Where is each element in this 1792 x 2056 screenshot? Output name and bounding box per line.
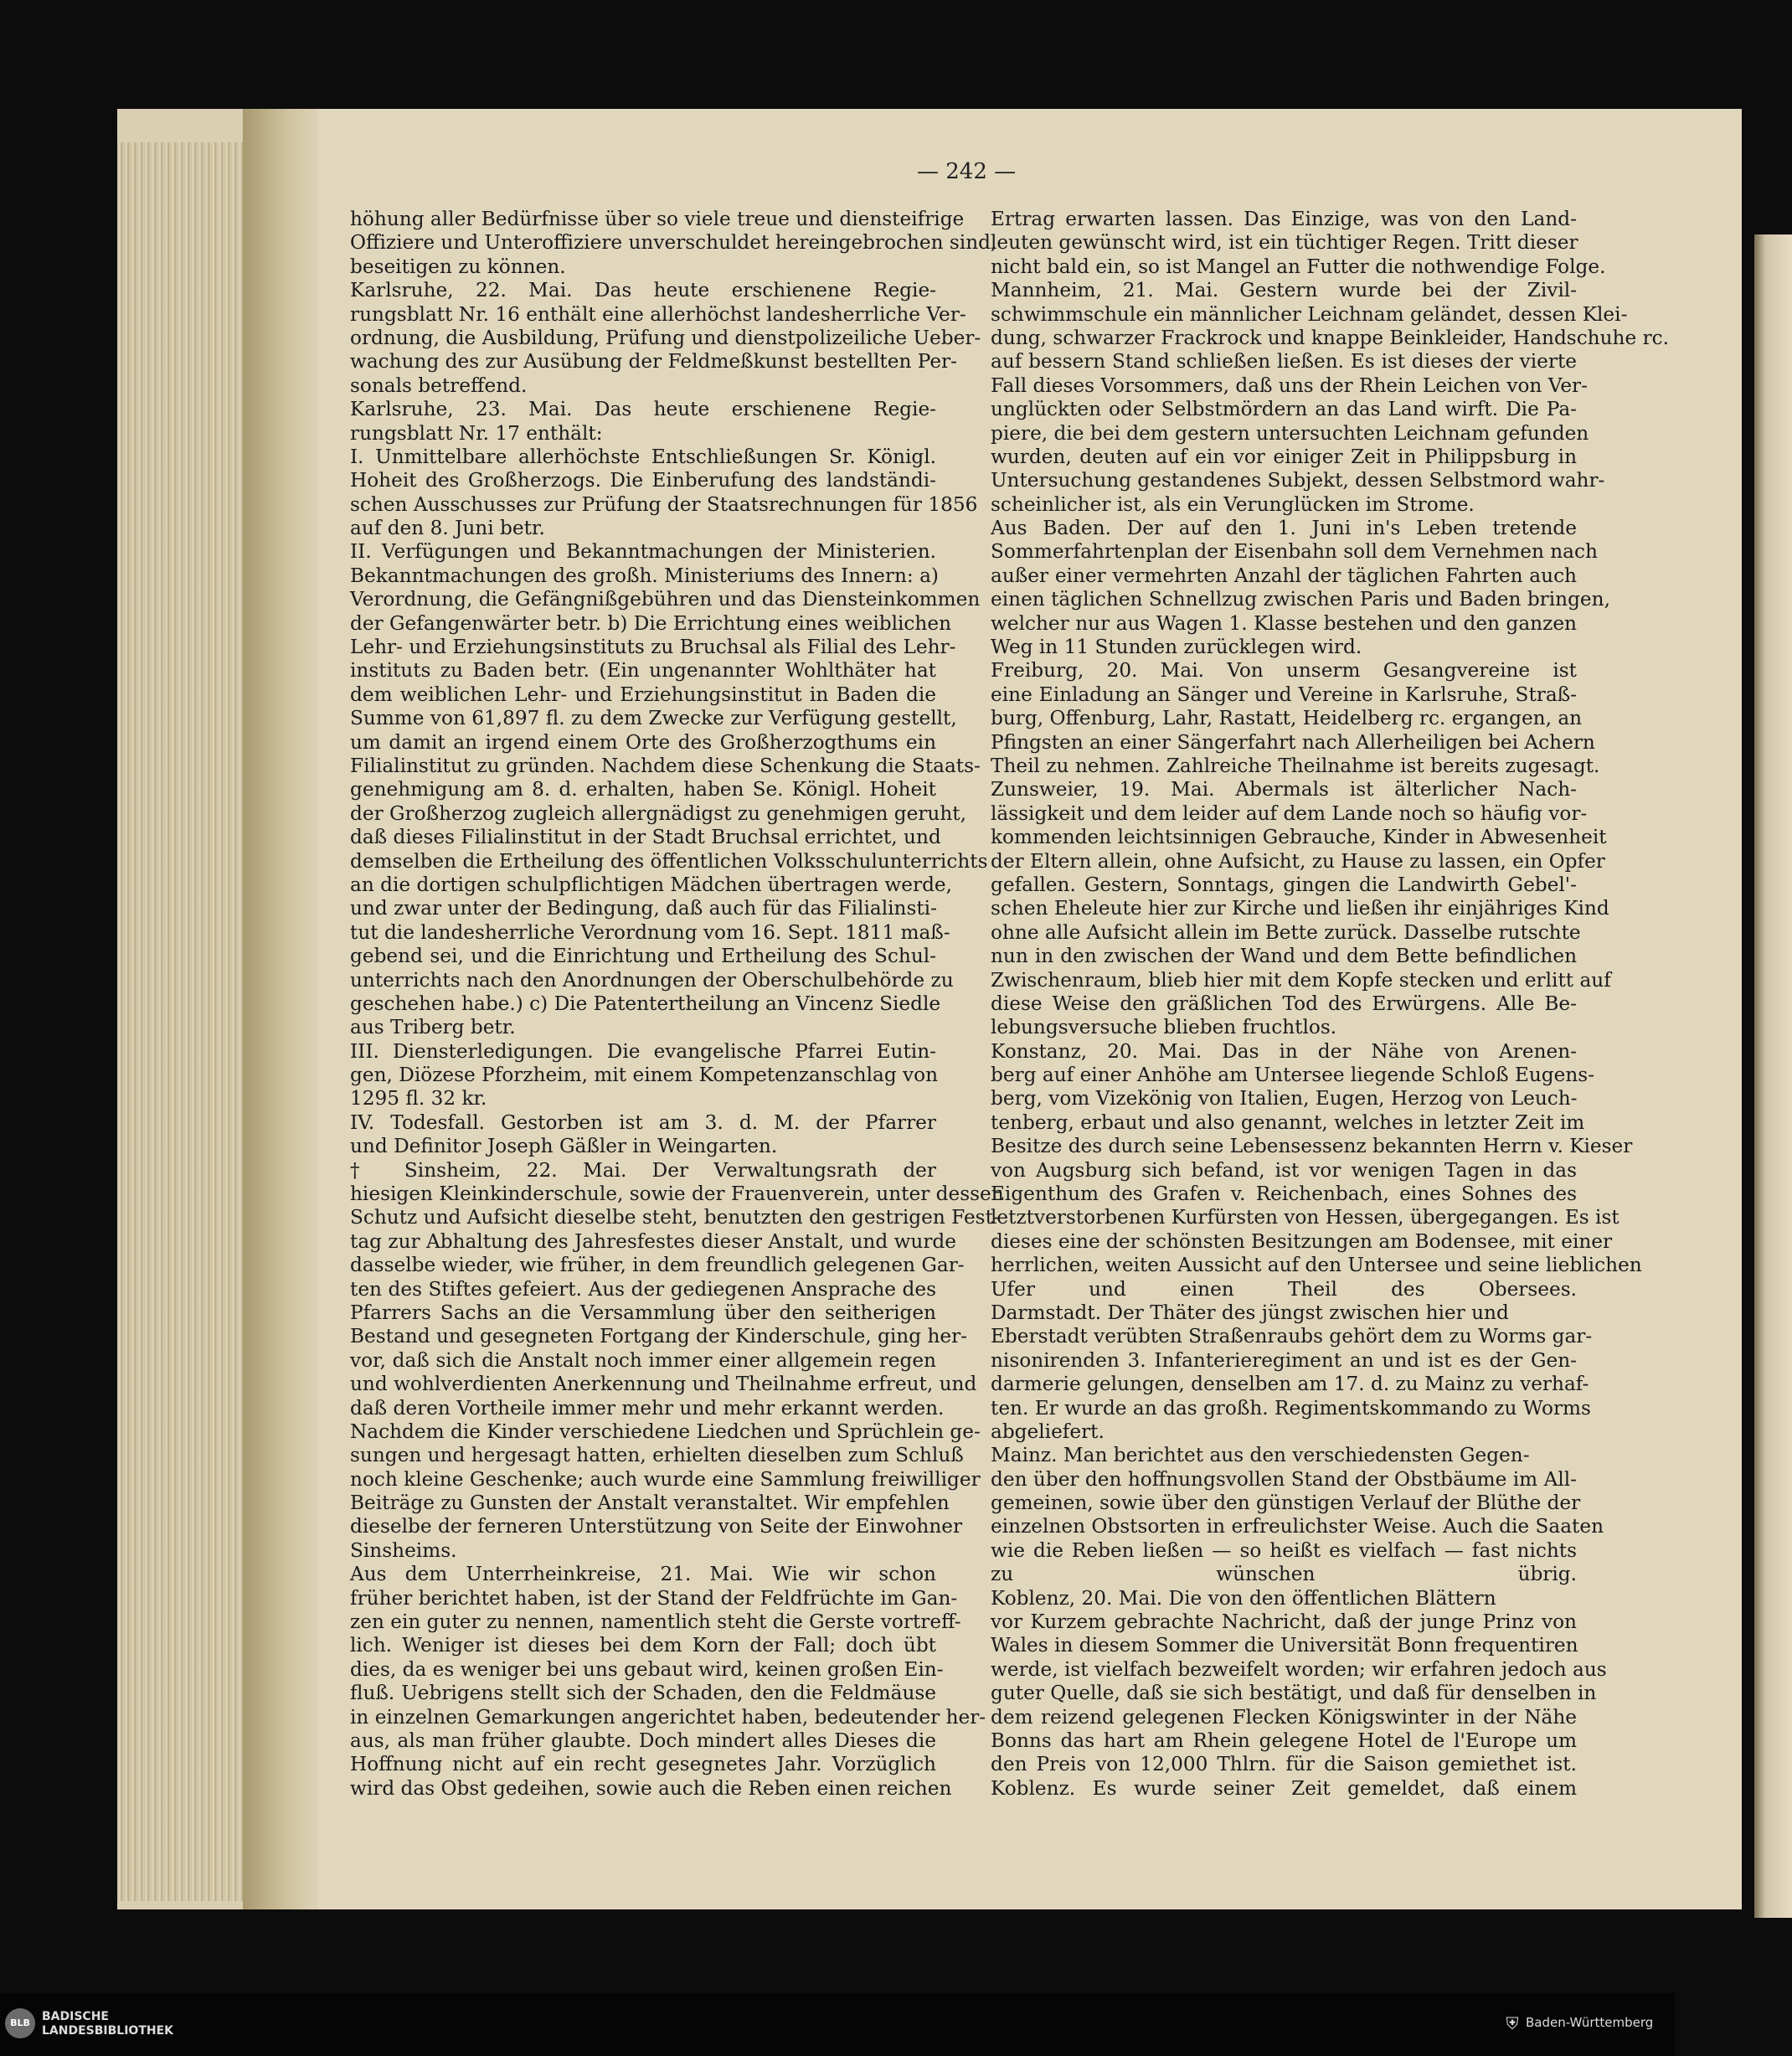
- text-line: auf den 8. Juni betr.: [350, 517, 545, 540]
- text-line: gen, Diözese Pforzheim, mit einem Kompetenzanschlag von: [350, 1064, 939, 1087]
- text-line: dasselbe wieder, wie früher, in dem freundlich gelegenen Gar-: [350, 1254, 965, 1277]
- text-line: sungen und hergesagt hatten, erhielten dieselben zum Schluß: [350, 1444, 964, 1467]
- text-line: nun in den zwischen der Wand und dem Bette befindlichen: [991, 945, 1577, 968]
- text-line: wurden, deuten auf ein vor einiger Zeit in Philippsburg in: [991, 445, 1577, 468]
- text-line: abgeliefert.: [991, 1420, 1105, 1443]
- text-line: den über den hoffnungsvollen Stand der Obstbäume im All-: [991, 1467, 1577, 1491]
- library-name-line2: LANDESBIBLIOTHEK: [42, 2024, 174, 2038]
- text-line: der Eltern allein, ohne Aufsicht, zu Hause zu lassen, ein Opfer: [991, 849, 1605, 873]
- text-line: den Preis von 12,000 Thlrn. für die Saison gemiethet ist.: [991, 1753, 1577, 1776]
- text-line: Summe von 61,897 fl. zu dem Zwecke zur Verfügung gestellt,: [350, 707, 957, 730]
- text-line: dieselbe der ferneren Unterstützung von Seite der Einwohner: [350, 1515, 963, 1538]
- text-line: früher berichtet haben, ist der Stand der Feldfrüchte im Gan-: [350, 1586, 958, 1610]
- text-line: Schutz und Aufsicht dieselbe steht, benutzten den gestrigen Fest-: [350, 1206, 1000, 1229]
- text-line: Zwischenraum, blieb hier mit dem Kopfe stecken und erlitt auf: [991, 968, 1611, 992]
- text-line: aus Triberg betr.: [350, 1016, 516, 1039]
- text-line: Ufer und einen Theil des Obersees.: [991, 1277, 1577, 1301]
- text-line: kommenden leichtsinnigen Gebrauche, Kinder in Abwesenheit: [991, 826, 1607, 849]
- text-line: zu wünschen übrig.: [991, 1563, 1577, 1586]
- text-line: dies, da es weniger bei uns gebaut wird, keinen großen Ein-: [350, 1657, 944, 1681]
- library-name: [42, 2010, 173, 2038]
- text-line: Aus dem Unterrheinkreise, 21. Mai. Wie wir schon: [350, 1563, 936, 1586]
- text-line: diese Weise den gräßlichen Tod des Erwürgens. Alle Be-: [991, 992, 1577, 1015]
- library-name-line1: BADISCHE: [42, 2010, 109, 2023]
- text-line: Fall dieses Vorsommers, daß uns der Rhein Leichen von Ver-: [991, 374, 1588, 397]
- text-line: Zunsweier, 19. Mai. Abermals ist älterlicher Nach-: [991, 778, 1577, 801]
- text-line: Bestand und gesegneten Fortgang der Kinderschule, ging her-: [350, 1325, 968, 1348]
- text-line: eine Einladung an Sänger und Vereine in Karlsruhe, Straß-: [991, 683, 1577, 706]
- text-line: und zwar unter der Bedingung, daß auch für das Filialinsti-: [350, 897, 937, 920]
- text-line: Verordnung, die Gefängnißgebühren und das Diensteinkommen: [350, 588, 981, 611]
- text-line: Sommerfahrtenplan der Eisenbahn soll dem Vernehmen nach: [991, 540, 1598, 564]
- text-line: berg auf einer Anhöhe am Untersee liegende Schloß Eugens-: [991, 1064, 1595, 1087]
- text-line: instituts zu Baden betr. (Ein ungenannter Wohlthäter hat: [350, 659, 936, 683]
- text-line: Offiziere und Unteroffiziere unverschuldet hereingebrochen sind,: [350, 231, 997, 255]
- text-line: Darmstadt. Der Thäter des jüngst zwischen hier und: [991, 1301, 1509, 1324]
- text-line: außer einer vermehrten Anzahl der täglichen Fahrten auch: [991, 564, 1577, 587]
- text-line: schen Eheleute hier zur Kirche und ließen ihr einjähriges Kind: [991, 897, 1609, 920]
- text-line: Filialinstitut zu gründen. Nachdem diese Schenkung die Staats-: [350, 754, 981, 777]
- page-edges: [117, 142, 245, 1901]
- text-line: Eberstadt verübten Straßenraubs gehört dem zu Worms gar-: [991, 1325, 1593, 1348]
- text-line: unterrichts nach den Anordnungen der Oberschulbehörde zu: [350, 968, 954, 992]
- text-line: vor Kurzem gebrachte Nachricht, daß der junge Prinz von: [991, 1610, 1577, 1634]
- text-line: Bonns das hart am Rhein gelegene Hotel de l'Europe um: [991, 1729, 1577, 1752]
- text-line: Nachdem die Kinder verschiedene Liedchen und Sprüchlein ge-: [350, 1420, 981, 1443]
- text-line: daß dieses Filialinstitut in der Stadt Bruchsal errichtet, und: [350, 826, 941, 849]
- text-line: Freiburg, 20. Mai. Von unserm Gesangvereine ist: [991, 659, 1577, 683]
- text-line: Hoheit des Großherzogs. Die Einberufung des landständi-: [350, 469, 936, 492]
- text-line: Koblenz, 20. Mai. Die von den öffentlichen Blättern: [991, 1586, 1496, 1610]
- text-line: nisonirenden 3. Infanterieregiment an und ist es der Gen-: [991, 1348, 1577, 1372]
- text-line: gefallen. Gestern, Sonntags, gingen die Landwirth Gebel'-: [991, 873, 1577, 896]
- text-line: Konstanz, 20. Mai. Das in der Nähe von Arenen-: [991, 1039, 1577, 1063]
- text-line: aus, als man früher glaubte. Doch mindert alles Dieses die: [350, 1729, 936, 1752]
- text-line: tut die landesherrliche Verordnung vom 16. Sept. 1811 maß-: [350, 920, 950, 944]
- text-line: tag zur Abhaltung des Jahresfestes dieser Anstalt, und wurde: [350, 1229, 956, 1253]
- text-line: der Gefangenwärter betr. b) Die Errichtung eines weiblichen: [350, 611, 952, 635]
- text-line: von Augsburg sich befand, ist vor wenigen Tagen in das: [991, 1158, 1577, 1182]
- text-line: Mannheim, 21. Mai. Gestern wurde bei der Zivil-: [991, 279, 1577, 302]
- text-line: demselben die Ertheilung des öffentlichen Volksschulunterrichts: [350, 849, 988, 873]
- text-line: und Definitor Joseph Gäßler in Weingarten.: [350, 1135, 778, 1158]
- text-line: gemeinen, sowie über den günstigen Verlauf der Blüthe der: [991, 1492, 1581, 1515]
- text-line: lich. Weniger ist dieses bei dem Korn der Fall; doch übt: [350, 1634, 936, 1657]
- text-line: rungsblatt Nr. 17 enthält:: [350, 421, 603, 445]
- text-line: Pfingsten an einer Sängerfahrt nach Allerheiligen bei Achern: [991, 730, 1595, 754]
- text-line: herrlichen, weiten Aussicht auf den Untersee und seine lieblichen: [991, 1254, 1642, 1277]
- text-line: Beiträge zu Gunsten der Anstalt veranstaltet. Wir empfehlen: [350, 1492, 950, 1515]
- text-line: Untersuchung gestandenes Subjekt, dessen Selbstmord wahr-: [991, 469, 1605, 492]
- text-line: genehmigung am 8. d. erhalten, haben Se. Königl. Hoheit: [350, 778, 936, 801]
- text-line: piere, die bei dem gestern untersuchten Leichnam gefunden: [991, 421, 1589, 445]
- text-line: daß deren Vortheile immer mehr und mehr erkannt werden.: [350, 1396, 945, 1420]
- text-line: werde, ist vielfach bezweifelt worden; wir erfahren jedoch aus: [991, 1657, 1607, 1681]
- text-line: höhung aller Bedürfnisse über so viele treue und diensteifrige: [350, 208, 965, 230]
- text-line: Besitze des durch seine Lebensessenz bekannten Herrn v. Kieser: [991, 1135, 1633, 1158]
- text-line: einen täglichen Schnellzug zwischen Paris und Baden bringen,: [991, 588, 1610, 611]
- left-text-column: [350, 208, 1004, 1801]
- text-line: ten. Er wurde an das großh. Regimentskommando zu Worms: [991, 1396, 1591, 1420]
- text-line: hiesigen Kleinkinderschule, sowie der Frauenverein, unter dessen: [350, 1183, 1004, 1206]
- text-line: † Sinsheim, 22. Mai. Der Verwaltungsrath der: [350, 1158, 936, 1182]
- text-line: leuten gewünscht wird, ist ein tüchtiger Regen. Tritt dieser: [991, 231, 1578, 255]
- text-line: ten des Stiftes gefeiert. Aus der gediegenen Ansprache des: [350, 1277, 936, 1301]
- text-line: wie die Reben ließen — so heißt es vielfach — fast nichts: [991, 1538, 1577, 1562]
- text-line: in einzelnen Gemarkungen angerichtet haben, bedeutender her-: [350, 1705, 986, 1729]
- text-line: schwimmschule ein männlicher Leichnam geländet, dessen Klei-: [991, 302, 1628, 326]
- blb-logo-icon: BLB: [5, 2008, 35, 2038]
- text-line: tenberg, erbaut und also genannt, welches in letzter Zeit im: [991, 1110, 1585, 1134]
- text-line: Koblenz. Es wurde seiner Zeit gemeldet, daß einem: [991, 1776, 1577, 1800]
- text-line: an die dortigen schulpflichtigen Mädchen übertragen werde,: [350, 873, 953, 896]
- page-number: — 242 —: [917, 159, 1017, 184]
- text-line: darmerie gelungen, denselben am 17. d. zu Mainz zu verhaf-: [991, 1373, 1589, 1396]
- book-gutter: [243, 109, 318, 1909]
- text-line: einzelnen Obstsorten in erfreulichster Weise. Auch die Saaten: [991, 1515, 1604, 1538]
- text-line: Ertrag erwarten lassen. Das Einzige, was von den Land-: [991, 208, 1577, 230]
- text-line: dung, schwarzer Frackrock und knappe Beinkleider, Handschuhe rc.: [991, 326, 1670, 349]
- footer-bar: [0, 1993, 1675, 2056]
- text-line: scheinlicher ist, als ein Verunglücken im Strome.: [991, 492, 1475, 516]
- text-line: nicht bald ein, so ist Mangel an Futter die nothwendige Folge.: [991, 255, 1606, 278]
- text-line: noch kleine Geschenke; auch wurde eine Sammlung freiwilliger: [350, 1467, 981, 1491]
- text-line: 1295 fl. 32 kr.: [350, 1087, 487, 1110]
- text-line: I. Unmittelbare allerhöchste Entschließungen Sr. Königl.: [350, 445, 936, 468]
- text-line: dem reizend gelegenen Flecken Königswinter in der Nähe: [991, 1705, 1577, 1729]
- text-line: Hoffnung nicht auf ein recht gesegnetes Jahr. Vorzüglich: [350, 1753, 936, 1776]
- text-line: vor, daß sich die Anstalt noch immer einer allgemein regen: [350, 1348, 936, 1372]
- next-page-edge: [1754, 234, 1792, 1918]
- text-line: zen ein guter zu nennen, namentlich steht die Gerste vortreff-: [350, 1610, 961, 1634]
- text-line: Sinsheims.: [350, 1538, 457, 1562]
- text-line: Theil zu nehmen. Zahlreiche Theilnahme ist bereits zugesagt.: [991, 754, 1600, 777]
- text-line: Lehr- und Erziehungsinstituts zu Bruchsal als Filial des Lehr-: [350, 636, 956, 659]
- text-line: Bekanntmachungen des großh. Ministeriums des Innern: a): [350, 564, 939, 587]
- text-line: unglückten oder Selbstmördern an das Land wirft. Die Pa-: [991, 398, 1577, 421]
- text-line: Weg in 11 Stunden zurücklegen wird.: [991, 636, 1362, 659]
- text-line: der Großherzog zugleich allergnädigst zu genehmigen geruht,: [350, 801, 966, 825]
- text-line: Karlsruhe, 23. Mai. Das heute erschienene Regie-: [350, 398, 936, 421]
- text-line: Wales in diesem Sommer die Universität Bonn frequentiren: [991, 1634, 1578, 1657]
- text-line: schen Ausschusses zur Prüfung der Staatsrechnungen für 1856: [350, 492, 978, 516]
- text-line: Eigenthum des Grafen v. Reichenbach, eines Sohnes des: [991, 1183, 1577, 1206]
- text-line: letztverstorbenen Kurfürsten von Hessen, übergegangen. Es ist: [991, 1206, 1619, 1229]
- text-line: guter Quelle, daß sie sich bestätigt, und daß für denselben in: [991, 1682, 1597, 1705]
- text-line: wachung des zur Ausübung der Feldmeßkunst bestellten Per-: [350, 350, 957, 374]
- text-line: lebungsversuche blieben fruchtlos.: [991, 1016, 1337, 1039]
- text-line: geschehen habe.) c) Die Patentertheilung an Vincenz Siedle: [350, 992, 941, 1015]
- text-line: burg, Offenburg, Lahr, Rastatt, Heidelberg rc. ergangen, an: [991, 707, 1583, 730]
- text-line: wird das Obst gedeihen, sowie auch die Reben einen reichen: [350, 1776, 952, 1800]
- text-line: dieses eine der schönsten Besitzungen am Bodensee, mit einer: [991, 1229, 1613, 1253]
- text-line: beseitigen zu können.: [350, 255, 566, 278]
- state-coat-of-arms-icon: ⛨: [1506, 2013, 1519, 2033]
- text-line: gebend sei, und die Einrichtung und Ertheilung des Schul-: [350, 945, 936, 968]
- right-text-column: [991, 208, 1670, 1801]
- text-line: ordnung, die Ausbildung, Prüfung und dienstpolizeiliche Ueber-: [350, 326, 981, 349]
- text-line: Pfarrers Sachs an die Versammlung über den seitherigen: [350, 1301, 936, 1324]
- text-line: welcher nur aus Wagen 1. Klasse bestehen und den ganzen: [991, 611, 1577, 635]
- text-line: und wohlverdienten Anerkennung und Theilnahme erfreut, und: [350, 1373, 977, 1396]
- text-line: fluß. Uebrigens stellt sich der Schaden, den die Feldmäuse: [350, 1682, 936, 1705]
- text-line: sonals betreffend.: [350, 374, 528, 397]
- text-line: dem weiblichen Lehr- und Erziehungsinstitut in Baden die: [350, 683, 936, 706]
- state-name: Baden-Württemberg: [1526, 2015, 1654, 2030]
- text-line: Karlsruhe, 22. Mai. Das heute erschienene Regie-: [350, 279, 936, 302]
- text-line: um damit an irgend einem Orte des Großherzogthums ein: [350, 730, 936, 754]
- text-line: IV. Todesfall. Gestorben ist am 3. d. M. der Pfarrer: [350, 1110, 936, 1134]
- text-line: rungsblatt Nr. 16 enthält eine allerhöchst landesherrliche Ver-: [350, 302, 966, 326]
- text-line: Mainz. Man berichtet aus den verschiedensten Gegen-: [991, 1444, 1530, 1467]
- text-line: Aus Baden. Der auf den 1. Juni in's Leben tretende: [991, 517, 1577, 540]
- text-line: berg, vom Vizekönig von Italien, Eugen, Herzog von Leuch-: [991, 1087, 1578, 1110]
- text-line: III. Diensterledigungen. Die evangelische Pfarrei Eutin-: [350, 1039, 936, 1063]
- text-line: lässigkeit und dem leider auf dem Lande noch so häufig vor-: [991, 801, 1588, 825]
- text-line: auf bessern Stand schließen ließen. Es ist dieses der vierte: [991, 350, 1577, 374]
- text-line: II. Verfügungen und Bekanntmachungen der Ministerien.: [350, 540, 936, 564]
- text-line: ohne alle Aufsicht allein im Bette zurück. Dasselbe rutschte: [991, 920, 1581, 944]
